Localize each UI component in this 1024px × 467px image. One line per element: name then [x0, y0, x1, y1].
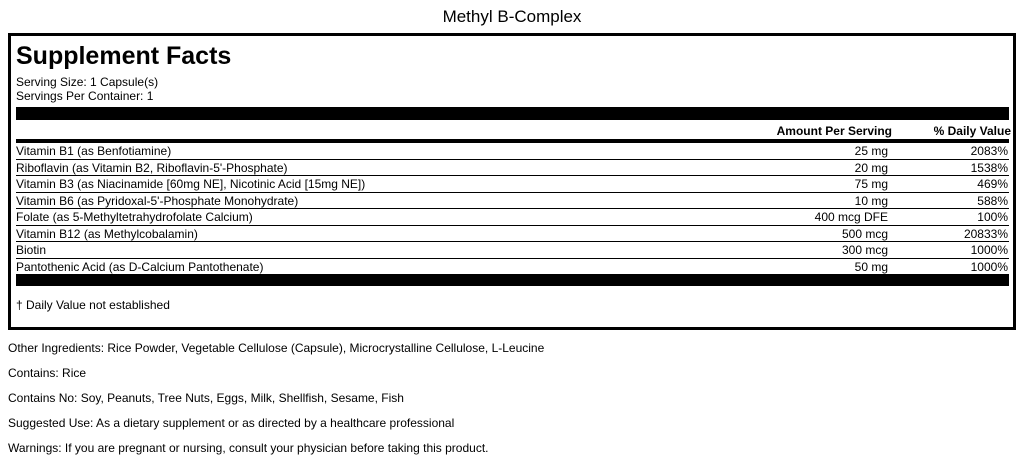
nutrient-row [16, 209, 1009, 226]
nutrient-name: Riboflavin (as Vitamin B2, Riboflavin-5'-Phosphate) [16, 160, 288, 175]
product-title: Methyl B-Complex [442, 7, 582, 26]
nutrient-row [16, 226, 1009, 243]
nutrient-daily-value: 1000% [970, 243, 1008, 257]
nutrient-amount: 500 mcg [841, 226, 888, 241]
nutrient-daily-value: 1538% [970, 160, 1008, 175]
supplement-facts-panel [8, 33, 1016, 330]
nutrient-daily-value: 100% [977, 210, 1008, 224]
column-header-amount: Amount Per Serving [776, 124, 892, 138]
nutrient-row [16, 193, 1009, 210]
top-divider-bar [16, 107, 1009, 120]
nutrient-name: Vitamin B3 (as Niacinamide [60mg NE], Nicotinic Acid [15mg NE]) [16, 177, 366, 191]
nutrient-amount: 400 mcg DFE [814, 210, 888, 224]
nutrient-amount: 25 mg [854, 144, 888, 158]
nutrient-amount: 75 mg [854, 177, 888, 191]
nutrient-amount: 20 mg [854, 160, 888, 175]
serving-size: Serving Size: 1 Capsule(s) [16, 75, 159, 89]
nutrient-daily-value: 2083% [970, 144, 1008, 158]
nutrient-row [16, 176, 1009, 193]
facts-heading: Supplement Facts [16, 42, 232, 70]
nutrient-name: Biotin [16, 243, 47, 257]
nutrient-name: Folate (as 5-Methyltetrahydrofolate Calcium) [16, 210, 253, 224]
nutrient-row [16, 259, 1009, 276]
nutrient-name: Vitamin B12 (as Methylcobalamin) [16, 226, 198, 241]
nutrient-daily-value: 588% [977, 193, 1008, 208]
nutrient-row [16, 143, 1009, 160]
nutrient-table [16, 143, 1009, 275]
suggested-use: Suggested Use: As a dietary supplement or as directed by a healthcare professional [8, 416, 455, 430]
nutrient-amount: 50 mg [854, 259, 888, 274]
daily-value-footnote: † Daily Value not established [16, 298, 170, 312]
nutrient-name: Vitamin B6 (as Pyridoxal-5'-Phosphate Monohydrate) [16, 193, 299, 208]
nutrient-row [16, 160, 1009, 177]
contains: Contains: Rice [8, 366, 87, 380]
bottom-divider-bar [16, 274, 1009, 286]
servings-per-container: Servings Per Container: 1 [16, 89, 154, 103]
nutrient-amount: 300 mcg [841, 243, 888, 257]
nutrient-daily-value: 20833% [963, 226, 1008, 241]
nutrient-name: Pantothenic Acid (as D-Calcium Pantothenate) [16, 259, 264, 274]
nutrient-amount: 10 mg [854, 193, 888, 208]
nutrient-row [16, 242, 1009, 259]
nutrient-daily-value: 469% [977, 177, 1008, 191]
column-header-daily-value: % Daily Value [933, 124, 1011, 138]
nutrient-name: Vitamin B1 (as Benfotiamine) [16, 144, 172, 158]
warnings: Warnings: If you are pregnant or nursing, consult your physician before taking this product. [8, 441, 489, 455]
contains-no: Contains No: Soy, Peanuts, Tree Nuts, Eggs, Milk, Shellfish, Sesame, Fish [8, 391, 404, 405]
nutrient-daily-value: 1000% [970, 259, 1008, 274]
other-ingredients: Other Ingredients: Rice Powder, Vegetable Cellulose (Capsule), Microcrystalline Cellulose, L-Leucine [8, 341, 545, 355]
